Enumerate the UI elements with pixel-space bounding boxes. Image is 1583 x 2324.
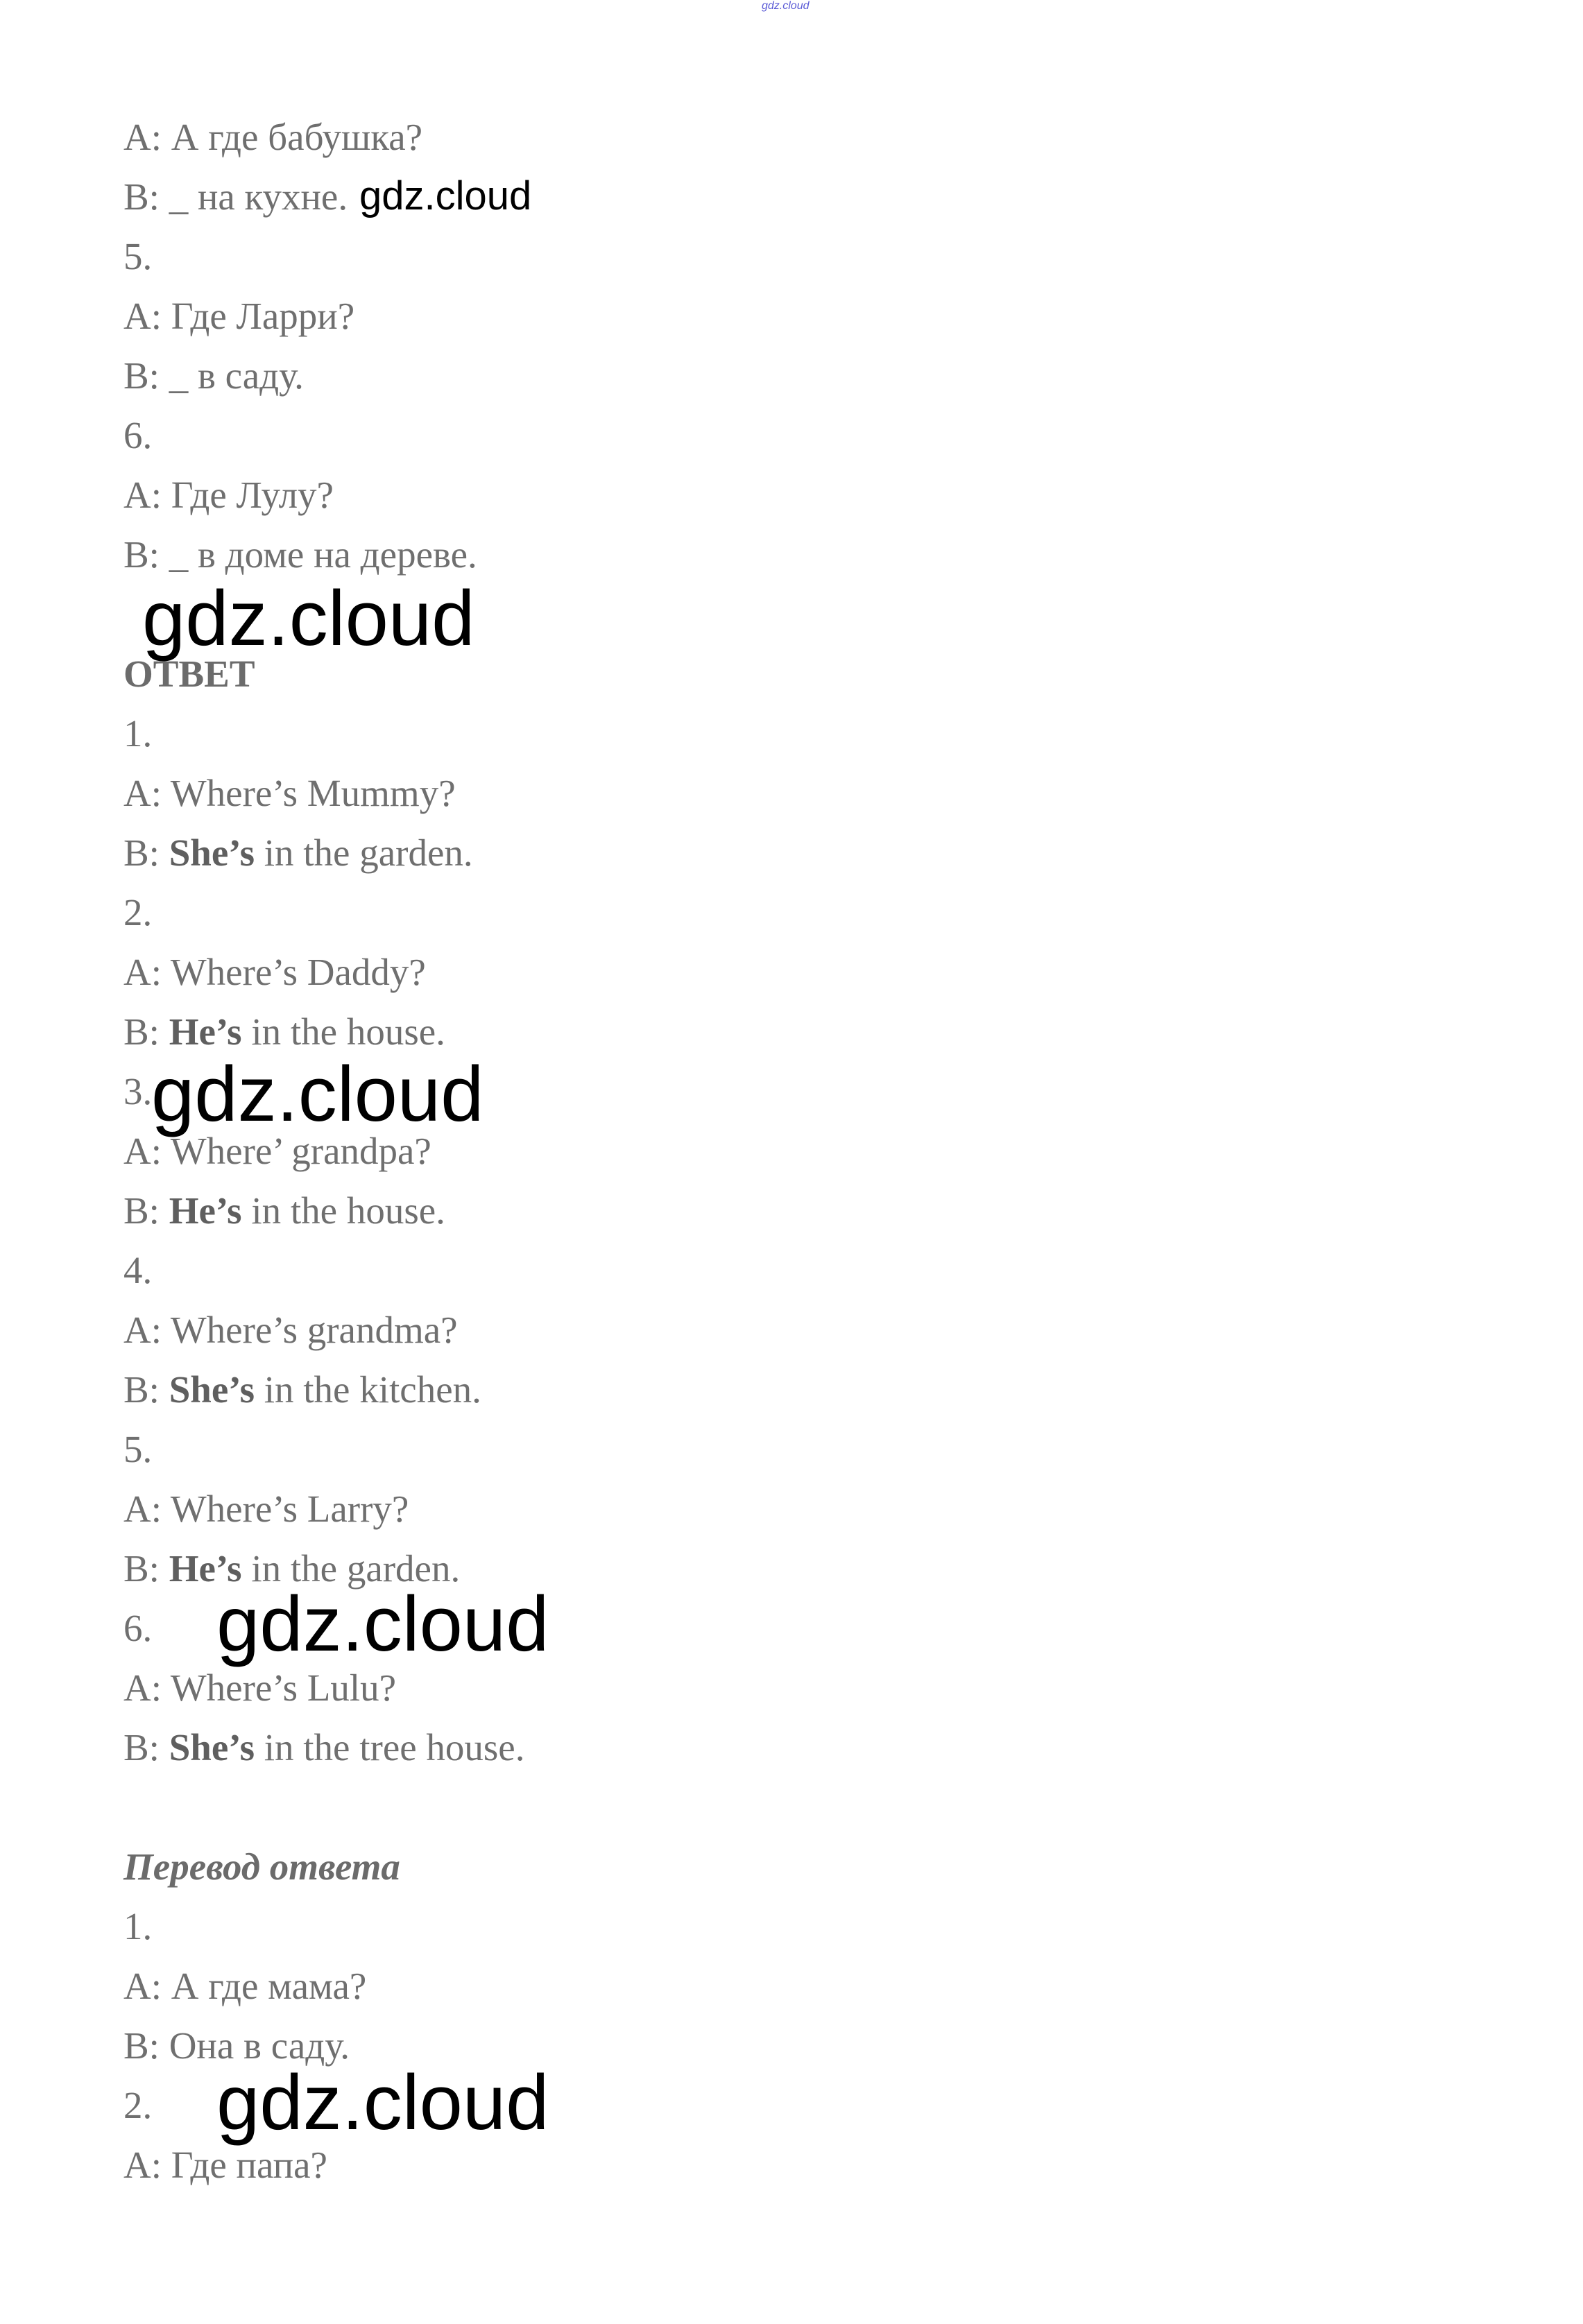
item-number-5: 5. (123, 235, 153, 277)
answer-pronoun: He’s (169, 1547, 242, 1590)
speaker-label: B: (123, 1189, 169, 1232)
answer-b-mummy (123, 834, 473, 872)
answer-number-1: 1. (123, 712, 153, 755)
line-b-treehouse-ru: В: _ в доме на дереве. (123, 533, 477, 576)
top-watermark: gdz.cloud (762, 0, 810, 12)
watermark-3: gdz.cloud (216, 1581, 549, 1667)
translation-a-mama: А: А где мама? (123, 1965, 367, 2007)
answer-a-larry: A: Where’s Larry? (123, 1488, 409, 1530)
answer-a-grandpa: A: Where’ grandpa? (123, 1130, 431, 1172)
line-a-lulu-ru: А: Где Лулу? (123, 474, 334, 516)
speaker-label: B: (123, 832, 169, 874)
answer-pronoun: She’s (169, 832, 255, 874)
answer-heading: ОТВЕТ (123, 653, 255, 695)
answer-rest: in the garden. (241, 1547, 461, 1590)
item-number-6: 6. (123, 414, 153, 456)
answer-b-grandpa (123, 1191, 445, 1230)
line-b-kitchen-ru: В: _ на кухне. (123, 175, 348, 218)
answer-number-4: 4. (123, 1249, 153, 1291)
speaker-label: B: (123, 1726, 169, 1768)
answer-b-lulu (123, 1728, 524, 1766)
translation-heading: Перевод ответа (123, 1845, 400, 1888)
translation-number-1: 1. (123, 1905, 153, 1947)
answer-pronoun: She’s (169, 1726, 255, 1768)
line-a-grandma-ru: А: А где бабушка? (123, 116, 423, 158)
answer-number-6: 6. (123, 1607, 153, 1649)
answer-number-3: 3. (123, 1070, 153, 1112)
answer-rest: in the kitchen. (255, 1368, 481, 1411)
translation-b-garden: В: Она в саду. (123, 2024, 350, 2067)
answer-a-grandma: A: Where’s grandma? (123, 1309, 458, 1351)
line-b-garden-ru: В: _ в саду. (123, 354, 304, 397)
watermark-small: gdz.cloud (359, 173, 532, 218)
answer-pronoun: She’s (169, 1368, 255, 1411)
answer-number-5: 5. (123, 1428, 153, 1470)
answer-pronoun: He’s (169, 1189, 242, 1232)
answer-rest: in the garden. (255, 832, 473, 874)
answer-rest: in the house. (241, 1189, 445, 1232)
answer-pronoun: He’s (169, 1010, 242, 1053)
answer-b-daddy (123, 1010, 445, 1053)
translation-a-papa: А: Где папа? (123, 2144, 327, 2186)
speaker-label: B: (123, 1547, 169, 1590)
translation-number-2: 2. (123, 2084, 153, 2126)
watermark-2: gdz.cloud (151, 1051, 484, 1137)
line-a-larry-ru: А: Где Ларри? (123, 295, 355, 337)
speaker-label: B: (123, 1010, 169, 1053)
answer-a-mummy: A: Where’s Mummy? (123, 772, 456, 814)
answer-rest: in the tree house. (255, 1726, 525, 1768)
answer-b-grandma (123, 1370, 481, 1409)
watermark-4: gdz.cloud (216, 2059, 549, 2146)
answer-number-2: 2. (123, 891, 153, 933)
speaker-label: B: (123, 1368, 169, 1411)
watermark-1: gdz.cloud (142, 575, 475, 662)
answer-a-daddy: A: Where’s Daddy? (123, 951, 426, 993)
answer-rest: in the house. (241, 1010, 445, 1053)
answer-a-lulu: A: Where’s Lulu? (123, 1667, 397, 1709)
